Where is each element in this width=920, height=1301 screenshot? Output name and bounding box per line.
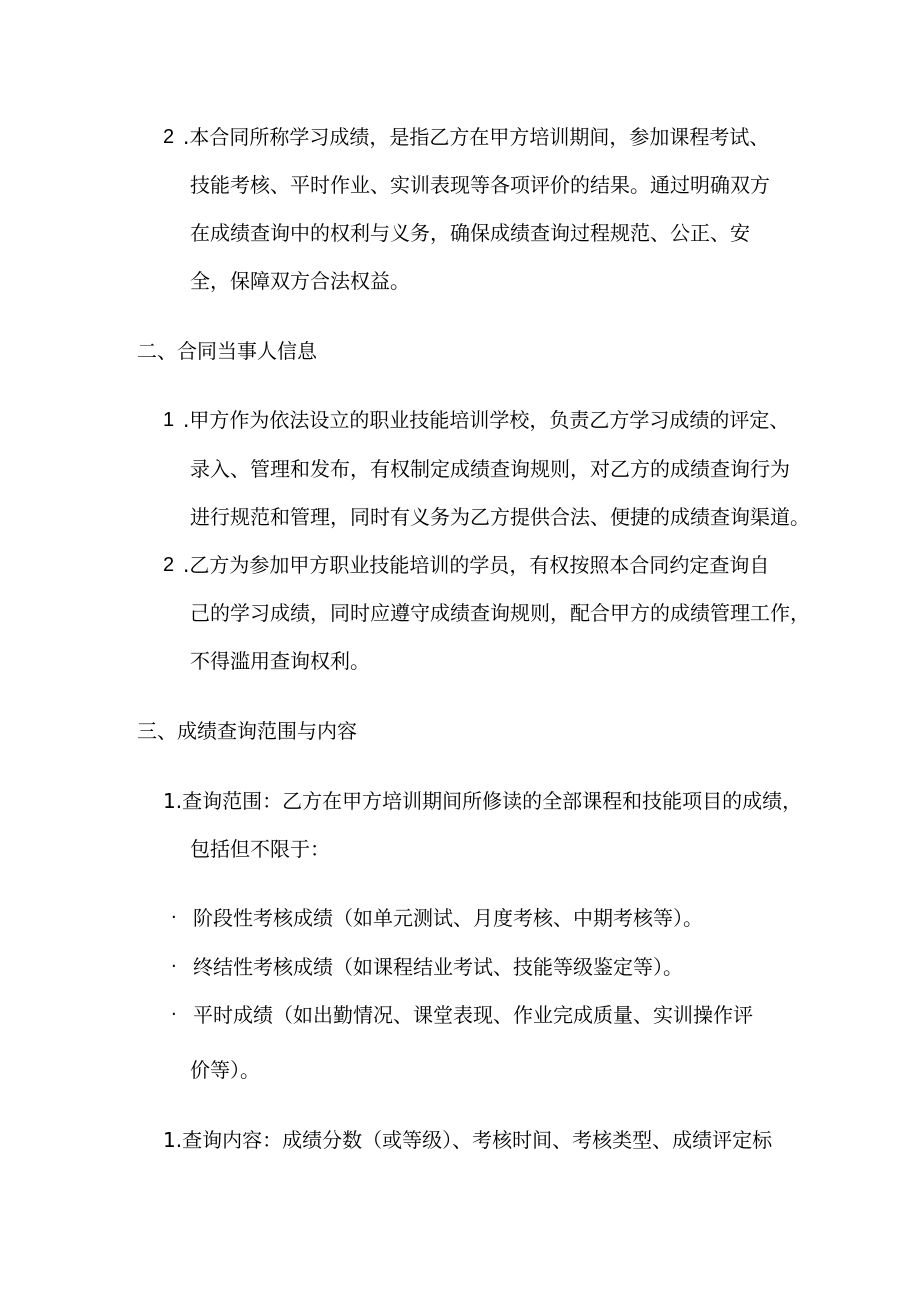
paragraph-line: 不得滥用查询权利。 — [190, 649, 370, 673]
item-number: 2 — [163, 554, 175, 576]
list-item: 终结性考核成绩（如课程结业考试、技能等级鉴定等）。 — [193, 955, 683, 979]
item-number: 1 — [163, 409, 175, 431]
paragraph-line: 1.查询范围：乙方在甲方培训期间所修读的全部课程和技能项目的成绩， — [163, 789, 803, 813]
paragraph-line: 在成绩查询中的权利与义务，确保成绩查询过程规范、公正、安 — [190, 221, 750, 245]
bullet-dot: · — [171, 1004, 177, 1025]
item-number: 2 — [163, 126, 175, 148]
paragraph-line: 1.查询内容：成绩分数（或等级）、考核时间、考核类型、成绩评定标 — [163, 1128, 773, 1152]
list-item: 平时成绩（如出勤情况、课堂表现、作业完成质量、实训操作评 — [193, 1003, 753, 1027]
section-heading: 二、合同当事人信息 — [137, 339, 317, 363]
paragraph-line: .甲方作为依法设立的职业技能培训学校，负责乙方学习成绩的评定、 — [183, 408, 790, 432]
paragraph-line: 录入、管理和发布，有权制定成绩查询规则，对乙方的成绩查询行为 — [190, 457, 790, 481]
paragraph-line: .乙方为参加甲方职业技能培训的学员，有权按照本合同约定查询自 — [183, 553, 770, 577]
section-heading: 三、成绩查询范围与内容 — [137, 719, 357, 743]
bullet-dot: · — [171, 956, 177, 977]
paragraph-line: 己的学习成绩，同时应遵守成绩查询规则，配合甲方的成绩管理工作， — [190, 601, 810, 625]
paragraph-line: 包括但不限于： — [190, 837, 330, 861]
list-item: 阶段性考核成绩（如单元测试、月度考核、中期考核等）。 — [193, 906, 703, 930]
bullet-dot: · — [171, 907, 177, 928]
paragraph-line: 技能考核、平时作业、实训表现等各项评价的结果。通过明确双方 — [190, 173, 770, 197]
paragraph-line: 全，保障双方合法权益。 — [190, 269, 410, 293]
paragraph-line: 进行规范和管理，同时有义务为乙方提供合法、便捷的成绩查询渠道。 — [190, 505, 810, 529]
list-item-continuation: 价等）。 — [190, 1058, 260, 1082]
paragraph-line: .本合同所称学习成绩，是指乙方在甲方培训期间，参加课程考试、 — [183, 125, 770, 149]
